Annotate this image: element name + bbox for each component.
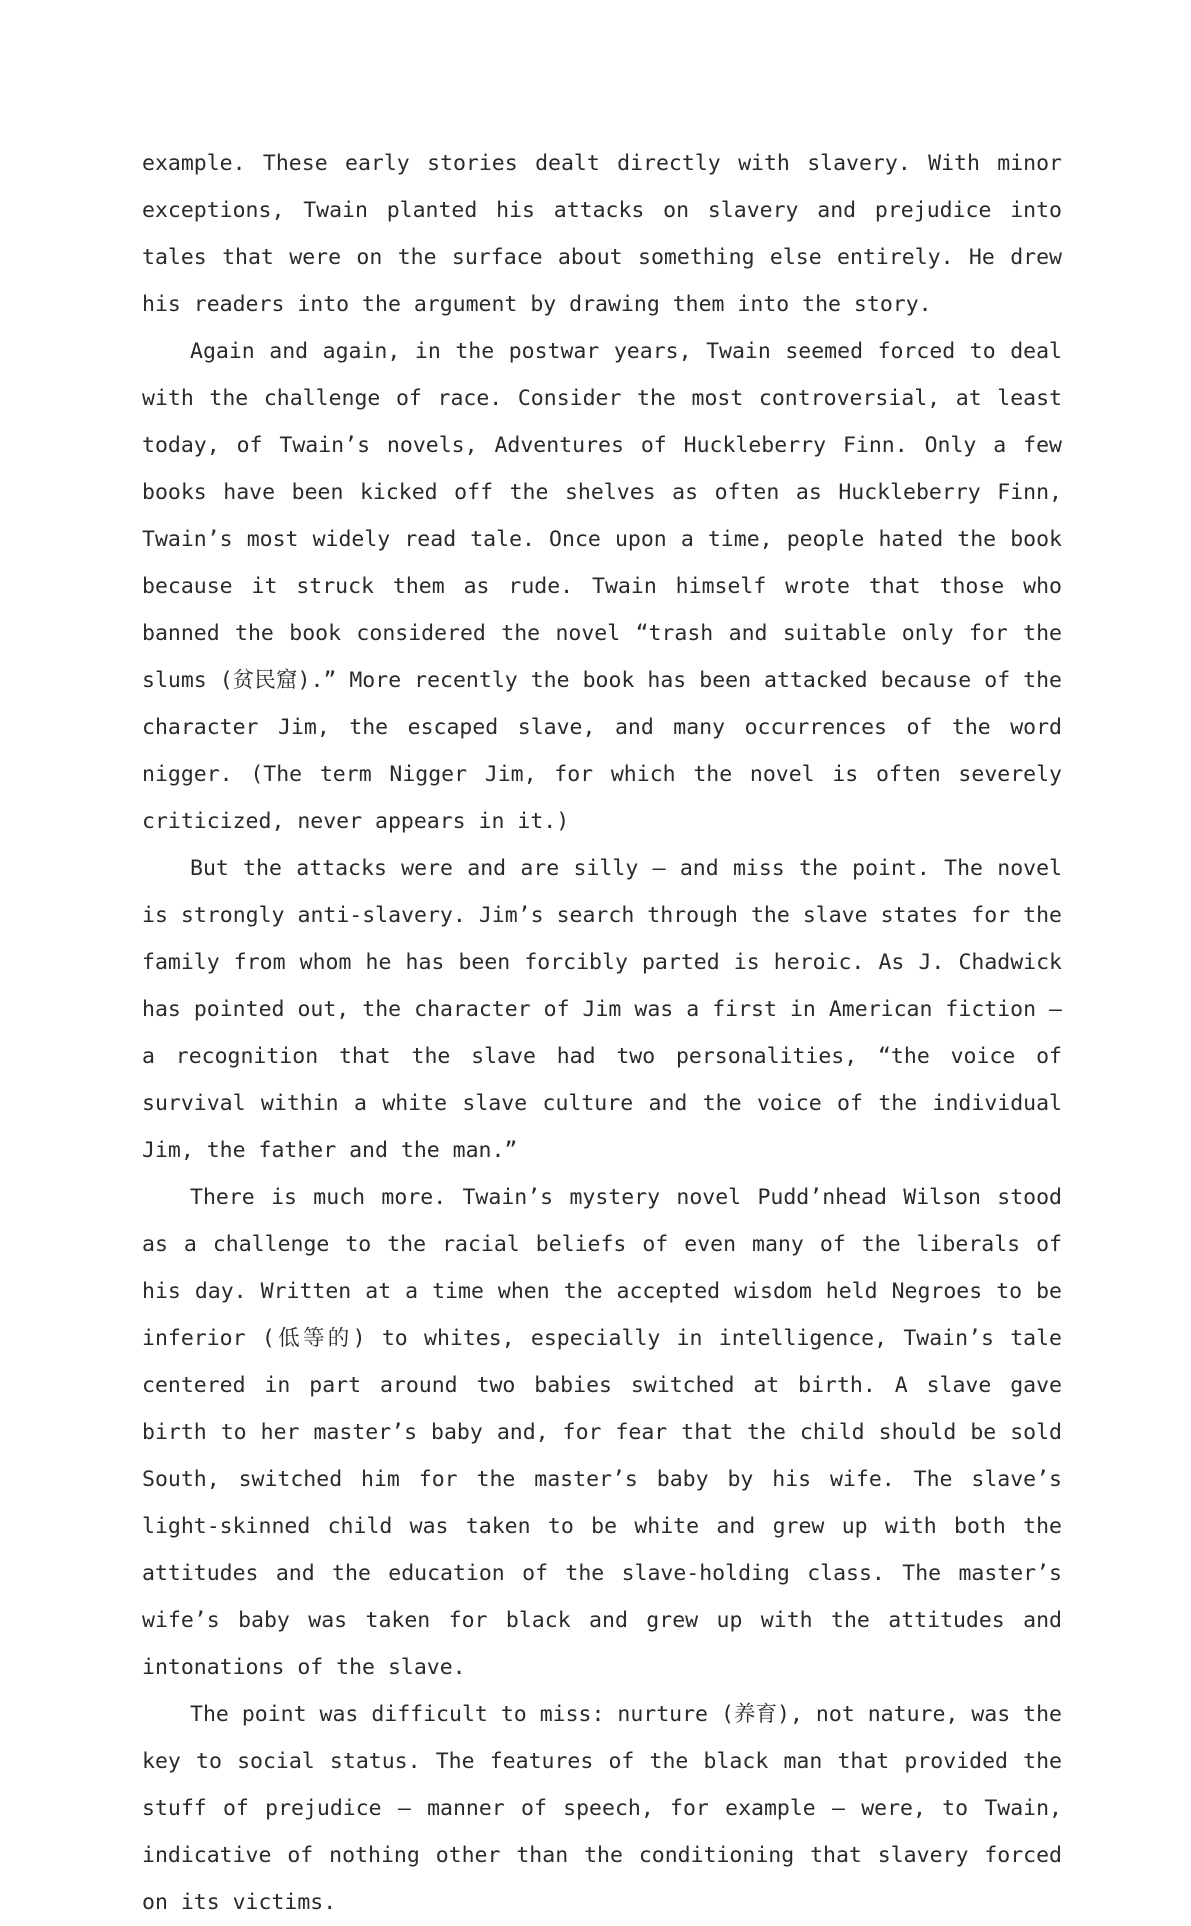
- paragraph: There is much more. Twain’s mystery novel Pudd’nhead Wilson stood as a challenge to the racial beliefs of even many of the liberals of his day. Written at a time when the accepted wisdom held Negroes to be inferior (低等的) to whites, especially in intelligence, Twain’s tale centered in part around two babies switched at birth. A slave gave birth to her master’s baby and, for fear that the child should be sold South, switched him for the master’s baby by his wife. The slave’s light-skinned child was taken to be white and grew up with both the attitudes and the education of the slave-holding class. The master’s wife’s baby was taken for black and grew up with the attitudes and intonations of the slave.: [142, 1185, 1062, 1680]
- article-body: [142, 140, 1062, 1926]
- paragraph: The point was difficult to miss: nurture (养育), not nature, was the key to social status. The features of the black man that provided the stuff of prejudice — manner of speech, for example — were, to Twain, indicative of nothing other than the conditioning that slavery forced on its victims.: [142, 1702, 1062, 1915]
- paragraph: Again and again, in the postwar years, Twain seemed forced to deal with the challenge of race. Consider the most controversial, at least today, of Twain’s novels, Adventures of Huckleberry Finn. Only a few books have been kicked off the shelves as often as Huckleberry Finn, Twain’s most widely read tale. Once upon a time, people hated the book because it struck them as rude. Twain himself wrote that those who banned the book considered the novel “trash and suitable only for the slums (贫民窟).” More recently the book has been attacked because of the character Jim, the escaped slave, and many occurrences of the word nigger. (The term Nigger Jim, for which the novel is often severely criticized, never appears in it.): [142, 339, 1062, 834]
- paragraph: example. These early stories dealt directly with slavery. With minor exceptions, Twain planted his attacks on slavery and prejudice into tales that were on the surface about something else entirely. He drew his readers into the argument by drawing them into the story.: [142, 151, 1062, 317]
- paragraph: But the attacks were and are silly — and miss the point. The novel is strongly anti-slavery. Jim’s search through the slave states for the family from whom he has been forcibly parted is heroic. As J. Chadwick has pointed out, the character of Jim was a first in American fiction — a recognition that the slave had two personalities, “the voice of survival within a white slave culture and the voice of the individual Jim, the father and the man.”: [142, 856, 1062, 1163]
